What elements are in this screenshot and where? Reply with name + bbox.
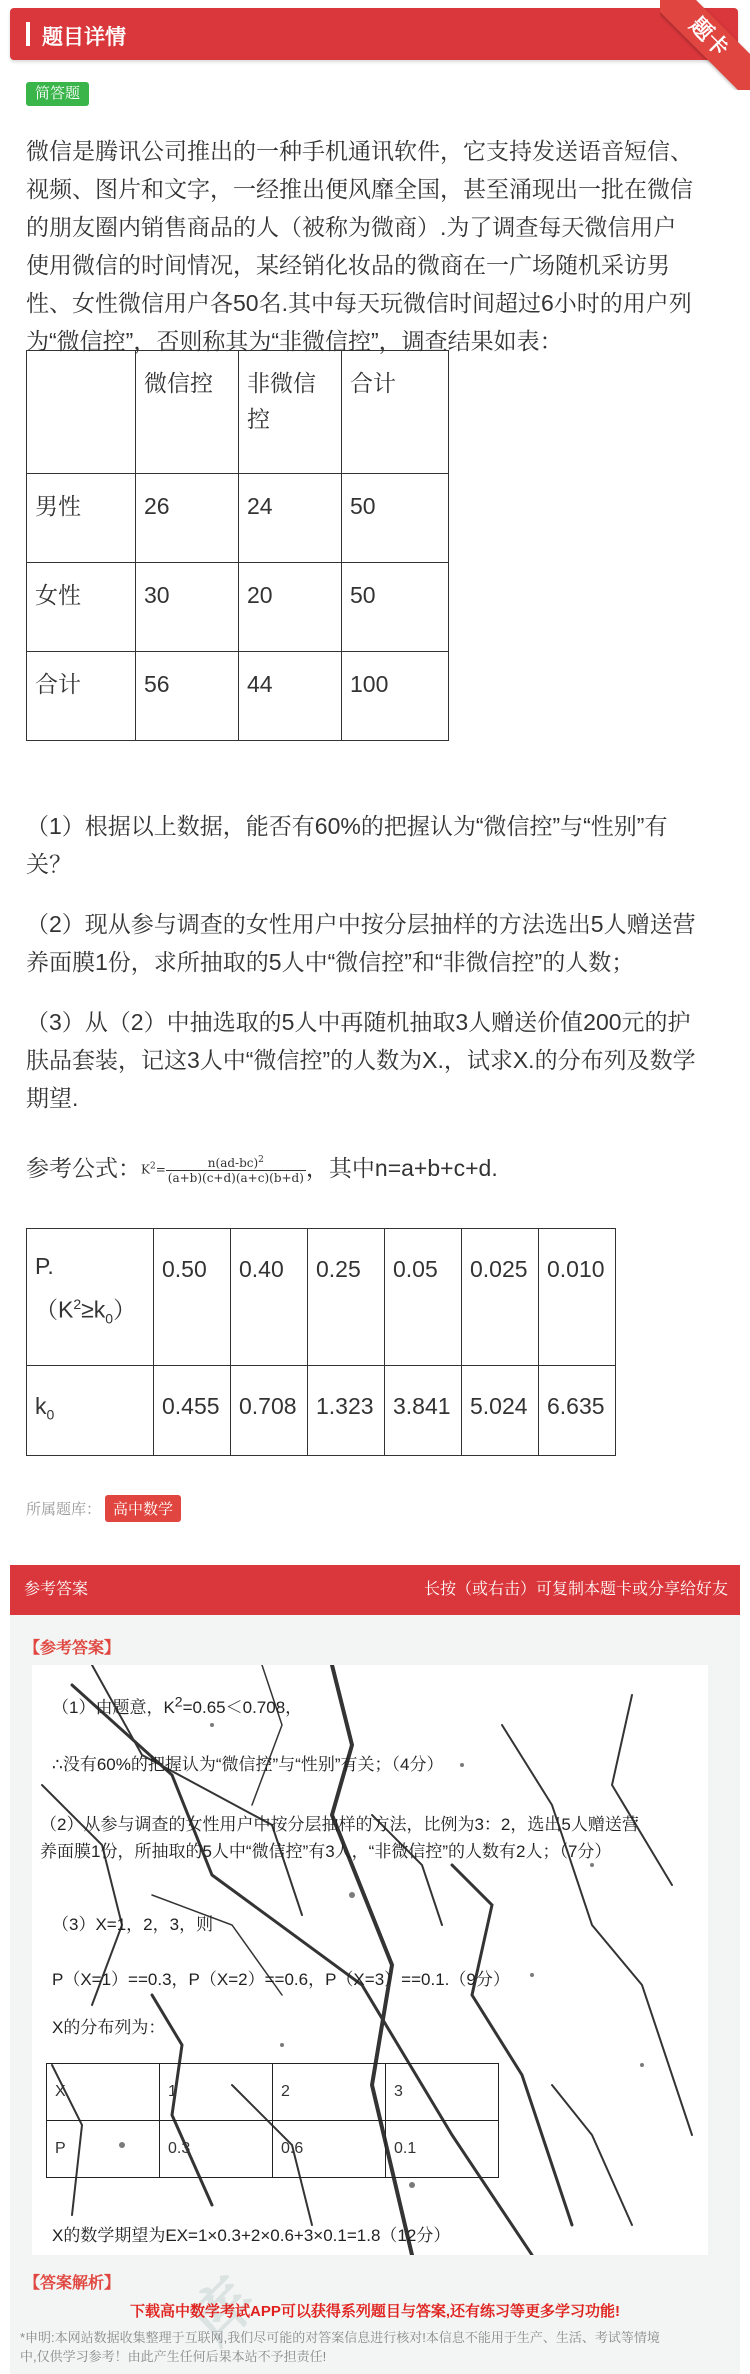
- formula-eq: =: [155, 1162, 166, 1177]
- app-download-promo[interactable]: 下载高中数学考试APP可以获得系列题目与答案,还有练习等更多学习功能!: [129, 2303, 620, 2320]
- table-cell: 0.40: [231, 1229, 308, 1366]
- table-cell: 0.50: [154, 1229, 231, 1366]
- table-row: [47, 2064, 499, 2121]
- k-label-sub: 0: [46, 1406, 55, 1423]
- table-cell: 0.25: [308, 1229, 385, 1366]
- answer-line-7: X的分布列为：: [52, 2018, 166, 2037]
- answer-header: [10, 1565, 740, 1615]
- table-cell: 5.024: [462, 1366, 539, 1456]
- reference-answer-label: 【参考答案】: [24, 1640, 121, 1657]
- formula-numerator: [166, 1155, 306, 1171]
- table-cell: 0.6: [273, 2121, 386, 2178]
- answer-line-6: P（X=1）==0.3，P（X=2）==0.6，P（X=3）==0.1.（9分）: [52, 1970, 510, 1989]
- table-cell: 6.635: [539, 1366, 616, 1456]
- disclaimer-line: 中,仅供学习参考！由此产生任何后果本站不予担责任!: [20, 2349, 327, 2364]
- table-cell: 2: [273, 2064, 386, 2121]
- answer-line-1a: （1）由题意，K: [52, 1698, 175, 1717]
- question-type-badge: 简答题: [26, 82, 89, 106]
- q3-line: （3）从（2）中抽选取的5人中再随机抽取3人赠送价值200元的护: [26, 1009, 691, 1035]
- answer-line-3: （2）从参与调查的女性用户中按分层抽样的方法，比例为3：2，选出5人赠送营: [40, 1815, 639, 1834]
- table-cell: 0.3: [160, 2121, 273, 2178]
- distribution-table: [46, 2063, 499, 2178]
- table-row: [27, 563, 449, 652]
- critical-value-table: [26, 1228, 616, 1456]
- table-cell: 微信控: [136, 351, 239, 474]
- disclaimer-line: *申明:本网站数据收集整理于互联网,我们尽可能的对答案信息进行核对!本信息不能用于生产、生活、考试等情境: [20, 2330, 660, 2345]
- table-cell: 44: [239, 652, 342, 741]
- p-condition: [35, 1285, 145, 1337]
- table-cell: 50: [342, 563, 449, 652]
- table-cell: 20: [239, 563, 342, 652]
- page-title: 题目详情: [42, 26, 126, 49]
- watermark: 库: [178, 2266, 269, 2357]
- question-card-corner[interactable]: [660, 0, 750, 90]
- table-cell: [27, 351, 136, 474]
- answer-line-1: [52, 1693, 302, 1718]
- table-cell: [27, 1366, 154, 1456]
- table-cell: 0.010: [539, 1229, 616, 1366]
- table-header-row: [27, 351, 449, 474]
- table-row: [27, 474, 449, 563]
- table-cell: 100: [342, 652, 449, 741]
- table-cell: 56: [136, 652, 239, 741]
- intro-line: 使用微信的时间情况，某经销化妆品的微商在一广场随机采访男: [26, 252, 670, 278]
- table-cell: P: [47, 2121, 160, 2178]
- intro-line: 为“微信控”，否则称其为“非微信控”，调查结果如表：: [26, 328, 563, 354]
- corner-ribbon-label[interactable]: 题卡: [660, 0, 750, 90]
- formula-denominator: (a+b)(c+d)(a+c)(b+d): [167, 1170, 304, 1185]
- sub-question-1: [26, 807, 726, 883]
- table-cell: 3: [386, 2064, 499, 2121]
- table-cell: 合计: [342, 351, 449, 474]
- p-cond-sup: 2: [73, 1296, 82, 1312]
- table-cell: 0.455: [154, 1366, 231, 1456]
- p-cond-d: ）: [113, 1296, 137, 1323]
- k-label: k: [35, 1393, 47, 1419]
- table-cell: 26: [136, 474, 239, 563]
- table-cell: 0.1: [386, 2121, 499, 2178]
- formula-lhs: K: [141, 1162, 150, 1177]
- answer-line-4: 养面膜1份，所抽取的5人中“微信控”有3人，“非微信控”的人数有2人；（7分）: [40, 1842, 612, 1861]
- table-row: [27, 1229, 616, 1366]
- intro-line: 视频、图片和文字，一经推出便风靡全国，甚至涌现出一批在微信: [26, 176, 693, 202]
- table-row: [27, 1366, 616, 1456]
- sub-question-2: [26, 905, 726, 981]
- table-cell: X: [47, 2064, 160, 2121]
- q1-line: （1）根据以上数据，能否有60%的把握认为“微信控”与“性别”有: [26, 813, 668, 839]
- answer-line-8: X的数学期望为EX=1×0.3+2×0.6+3×0.1=1.8（12分）: [52, 2226, 451, 2245]
- question-library: [26, 1495, 181, 1522]
- table-cell: 合计: [27, 652, 136, 741]
- p-label: P.: [35, 1253, 54, 1279]
- p-cond-sub: 0: [105, 1310, 114, 1327]
- table-cell: 1.323: [308, 1366, 385, 1456]
- table-cell: 非微信控: [239, 351, 342, 474]
- copy-share-hint[interactable]: 长按（或右击）可复制本题卡或分享给好友: [423, 1581, 728, 1598]
- table-cell: [27, 1229, 154, 1366]
- library-tag[interactable]: 高中数学: [105, 1495, 181, 1522]
- table-cell: 1: [160, 2064, 273, 2121]
- disclaimer: [20, 2328, 720, 2366]
- table-cell: 50: [342, 474, 449, 563]
- formula-prefix: 参考公式：: [26, 1155, 141, 1181]
- library-label: 所属题库：: [26, 1501, 102, 1518]
- reference-formula: [26, 1150, 498, 1185]
- formula-num-text: n(ad-bc): [207, 1155, 259, 1170]
- q3-line: 肤品套装，记这3人中“微信控”的人数为X.，试求X.的分布列及数学: [26, 1047, 696, 1073]
- table-cell: 24: [239, 474, 342, 563]
- table-cell: 0.708: [231, 1366, 308, 1456]
- answer-image: [32, 1665, 708, 2255]
- formula-lhs-sup: 2: [149, 1161, 156, 1172]
- header-accent-bar: [26, 22, 30, 46]
- q2-line: 养面膜1份，求所抽取的5人中“微信控”和“非微信控”的人数；: [26, 949, 635, 975]
- intro-line: 性、女性微信用户各50名.其中每天玩微信时间超过6小时的用户列: [26, 290, 692, 316]
- q1-line: 关？: [26, 851, 72, 877]
- q3-line: 期望.: [26, 1085, 79, 1111]
- answer-header-title: 参考答案: [24, 1581, 89, 1598]
- answer-line-1-sup: 2: [174, 1693, 183, 1710]
- answer-line-1b: =0.65＜0.708，: [182, 1698, 303, 1717]
- formula-num-sup: 2: [258, 1154, 264, 1165]
- k-squared-formula: [141, 1155, 306, 1185]
- table-cell: 3.841: [385, 1366, 462, 1456]
- table-cell: 0.025: [462, 1229, 539, 1366]
- formula-fraction: [166, 1155, 306, 1185]
- page-header: [10, 8, 738, 60]
- p-cond-a: （K: [35, 1296, 74, 1323]
- intro-line: 微信是腾讯公司推出的一种手机通讯软件，它支持发送语音短信、: [26, 138, 693, 164]
- intro-line: 的朋友圈内销售商品的人（被称为微商）.为了调查每天微信用户: [26, 214, 677, 240]
- table-cell: 男性: [27, 474, 136, 563]
- table-cell: 女性: [27, 563, 136, 652]
- answer-analysis-label: 【答案解析】: [24, 2275, 121, 2292]
- q2-line: （2）现从参与调查的女性用户中按分层抽样的方法选出5人赠送营: [26, 911, 696, 937]
- table-cell: 0.05: [385, 1229, 462, 1366]
- sub-question-3: [26, 1003, 726, 1117]
- table-row: [27, 652, 449, 741]
- answer-section: [10, 1565, 740, 2374]
- survey-table: [26, 350, 449, 741]
- p-cond-c: ≥k: [81, 1296, 106, 1323]
- formula-suffix: ，其中n=a+b+c+d.: [305, 1155, 498, 1181]
- question-intro: [26, 132, 726, 360]
- answer-line-5: （3）X=1，2，3，则: [52, 1915, 214, 1934]
- table-row: [47, 2121, 499, 2178]
- table-cell: 30: [136, 563, 239, 652]
- answer-line-2: ∴没有60%的把握认为“微信控”与“性别”有关；（4分）: [52, 1755, 444, 1774]
